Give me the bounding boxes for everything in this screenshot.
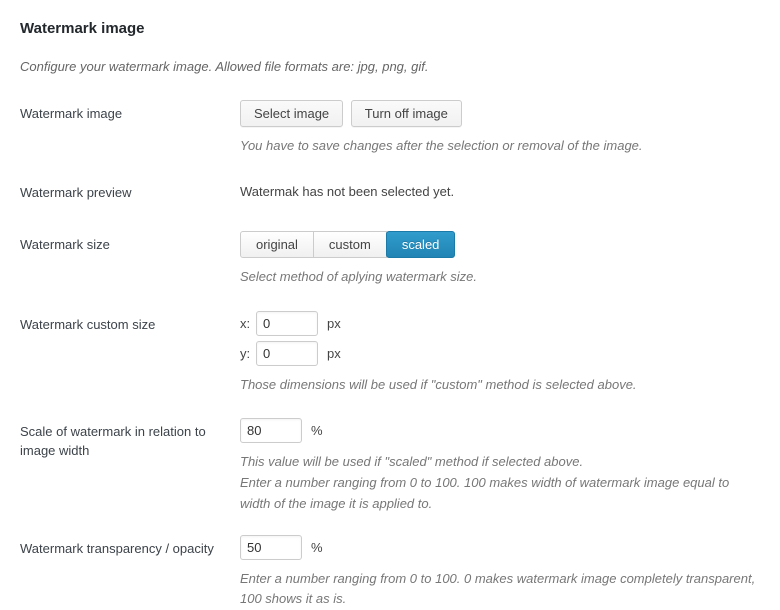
y-unit-label: px <box>327 346 341 362</box>
x-unit-label: px <box>327 316 341 332</box>
watermark-image-label: Watermark image <box>20 106 123 121</box>
turn-off-image-button[interactable]: Turn off image <box>351 100 462 127</box>
transparency-input-line <box>240 535 760 560</box>
custom-size-x-input[interactable] <box>256 311 318 336</box>
row-watermark-transparency <box>20 535 760 610</box>
watermark-transparency-label: Watermark transparency / opacity <box>20 540 214 556</box>
scale-input[interactable] <box>240 418 302 443</box>
watermark-image-note: You have to save changes after the selection or removal of the image. <box>240 138 643 153</box>
scale-input-line <box>240 418 760 443</box>
transparency-note: Enter a number ranging from 0 to 100. 0 makes watermark image completely transparent, 100 shows it as is. <box>240 570 756 607</box>
custom-size-y-line <box>240 341 760 366</box>
scale-unit-label: % <box>311 423 323 439</box>
page-title: Watermark image <box>20 20 145 37</box>
watermark-scale-label: Scale of watermark in relation to image width <box>20 424 206 459</box>
size-option-custom[interactable]: custom <box>313 231 387 258</box>
transparency-unit-label: % <box>311 539 323 555</box>
row-watermark-image <box>20 100 760 157</box>
scale-note-1: This value will be used if "scaled" method if selected above. <box>240 454 584 470</box>
size-option-original[interactable]: original <box>240 231 314 258</box>
watermark-preview-label: Watermark preview <box>20 184 132 200</box>
row-watermark-preview <box>20 179 760 203</box>
watermark-size-label: Watermark size <box>20 236 110 252</box>
watermark-preview-value: Watermak has not been selected yet. <box>240 183 455 199</box>
watermark-custom-size-label: Watermark custom size <box>20 317 156 333</box>
custom-size-x-line <box>240 311 760 336</box>
watermark-size-note: Select method of aplying watermark size. <box>240 268 477 284</box>
size-option-scaled[interactable]: scaled <box>386 231 456 258</box>
custom-size-note: Those dimensions will be used if "custom" method is selected above. <box>240 377 637 393</box>
custom-size-y-input[interactable] <box>256 341 318 366</box>
scale-note-2: Enter a number ranging from 0 to 100. 100 makes width of watermark image equal to width of the image it is applied to. <box>240 475 730 511</box>
watermark-image-control <box>240 100 760 157</box>
row-watermark-size <box>20 231 760 288</box>
watermark-size-segmented-control <box>240 231 455 258</box>
x-prefix-label: x: <box>240 316 251 332</box>
y-prefix-label: y: <box>240 346 251 362</box>
select-image-button[interactable]: Select image <box>240 100 343 127</box>
row-watermark-scale <box>20 418 760 514</box>
page-description: Configure your watermark image. Allowed file formats are: jpg, png, gif. <box>20 59 429 74</box>
transparency-input[interactable] <box>240 535 302 560</box>
row-watermark-custom-size <box>20 311 760 396</box>
